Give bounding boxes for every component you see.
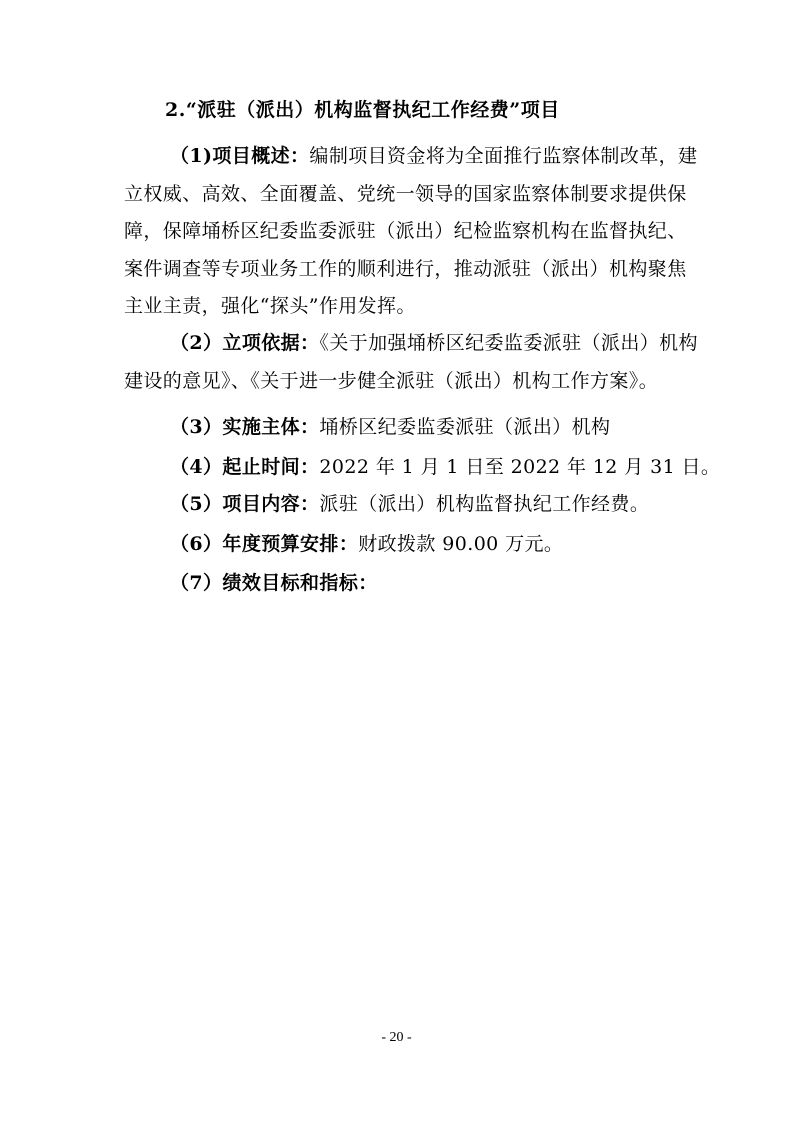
- label-overview: （1)项目概述：: [170, 145, 310, 167]
- text-overview: 编制项目资金将为全面推行监察体制改革，建立权威、高效、全面覆盖、党统一领导的国家监察体制要求提供保障，保障埇桥区纪委监委派驻（派出）纪检监察机构在监督执纪、案件调查等专项业务工作的顺利进行，推动派驻（派出）机构聚焦主业主责，强化“探头”作用发挥。: [124, 145, 698, 317]
- paragraph-entity: [170, 412, 610, 439]
- label-budget: （6）年度预算安排：: [170, 533, 359, 555]
- page-number: - 20 -: [381, 1030, 412, 1045]
- label-period: （4）起止时间：: [170, 456, 320, 478]
- text-period: 2022 年 1 月 1 日至 2022 年 12 月 31 日。: [319, 456, 721, 478]
- paragraph-period: [170, 452, 720, 479]
- paragraph-budget: [170, 529, 563, 556]
- section-heading: 2.“派驻（派出）机构监督执纪工作经费”项目: [165, 99, 560, 121]
- text-basis: 《关于加强埇桥区纪委监委派驻（派出）机构建设的意见》、《关于进一步健全派驻（派出）机构工作方案》。: [124, 332, 698, 392]
- paragraph-overview: [124, 138, 704, 326]
- paragraph-targets: [170, 568, 378, 595]
- paragraph-content: [170, 489, 649, 516]
- text-budget: 财政拨款 90.00 万元。: [358, 533, 564, 555]
- label-targets: （7）绩效目标和指标：: [170, 572, 378, 594]
- text-entity: 埇桥区纪委监委派驻（派出）机构: [319, 416, 611, 438]
- label-basis: （2）立项依据：: [170, 332, 320, 354]
- label-content: （5）项目内容：: [170, 493, 320, 515]
- text-content: 派驻（派出）机构监督执纪工作经费。: [319, 493, 650, 515]
- paragraph-basis: [124, 325, 704, 400]
- label-entity: （3）实施主体：: [170, 416, 320, 438]
